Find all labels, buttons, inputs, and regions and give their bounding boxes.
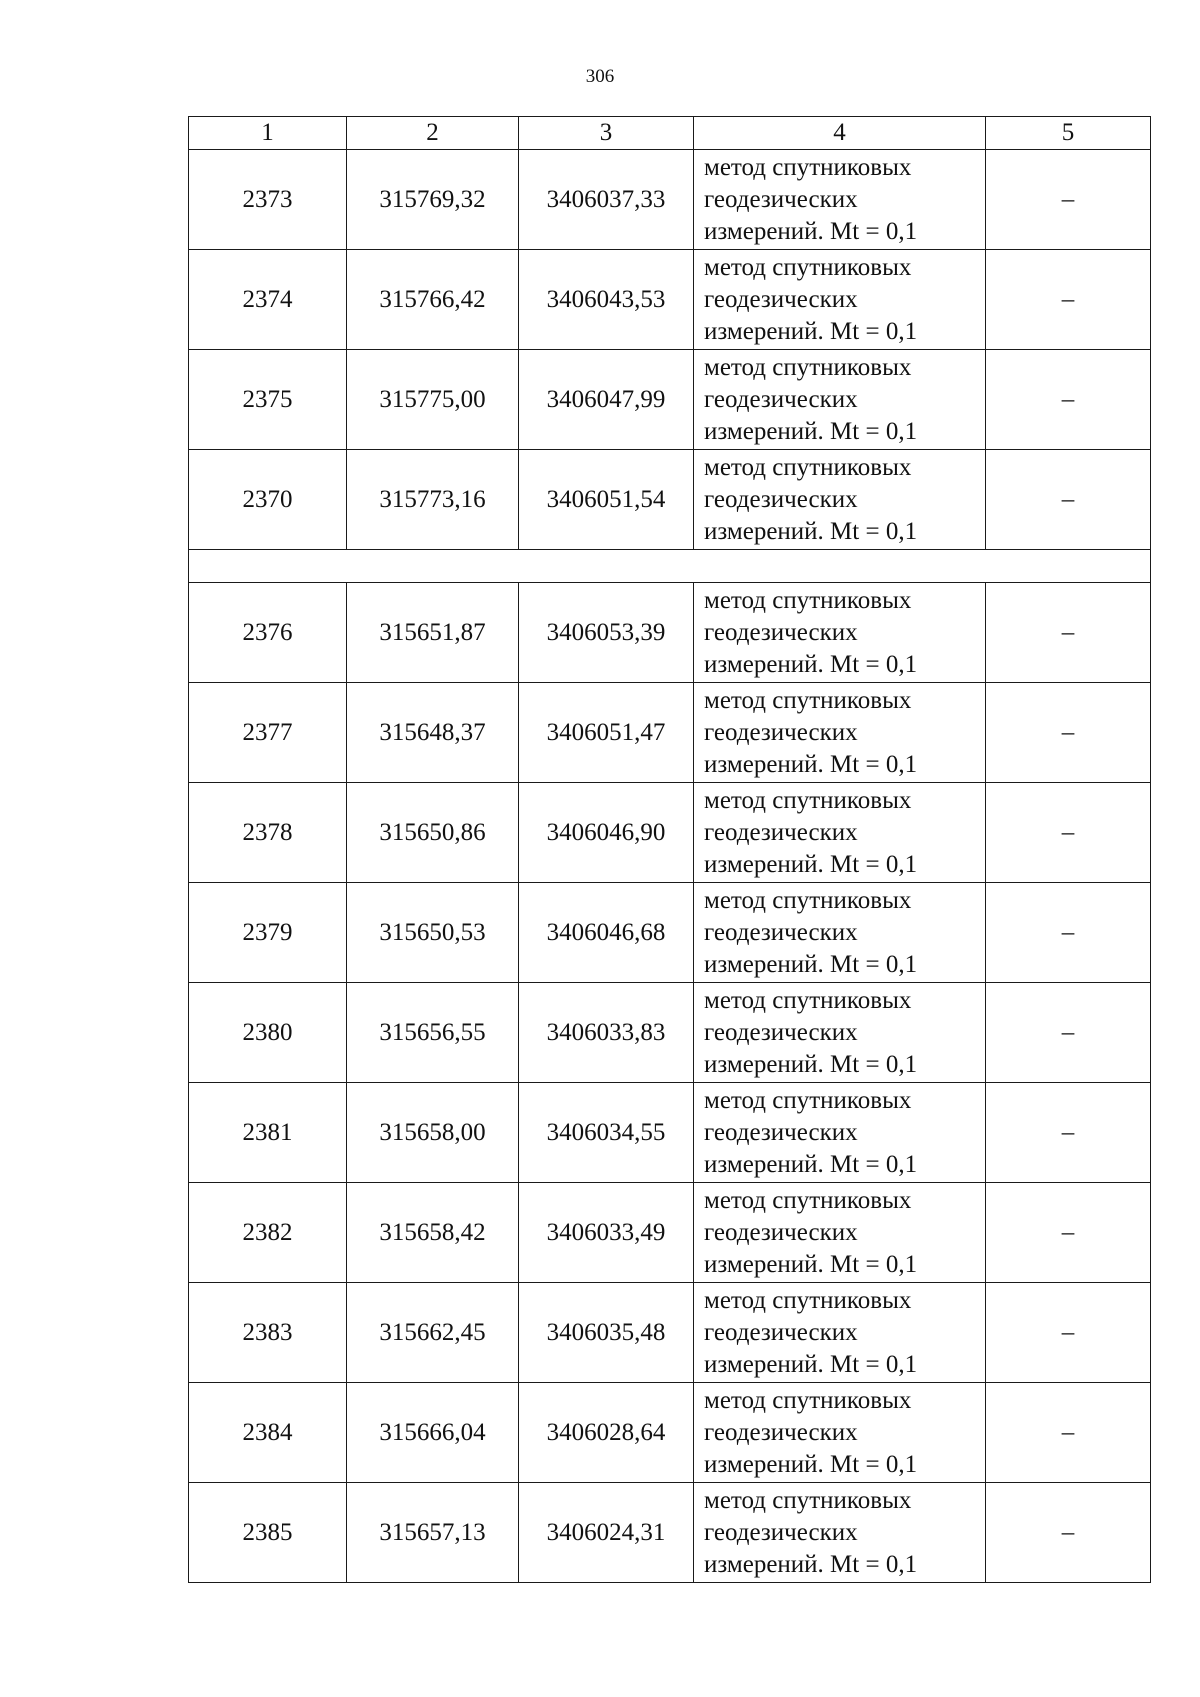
x-coordinate-cell: 315775,00 [347, 350, 519, 450]
method-line: метод спутниковых [704, 986, 912, 1014]
method-cell [694, 350, 986, 450]
method-line: метод спутниковых [704, 253, 912, 281]
x-coordinate-cell: 315650,86 [347, 783, 519, 883]
method-line: геодезических [704, 818, 858, 846]
table-row [189, 1483, 1151, 1583]
point-number-cell: 2382 [189, 1183, 347, 1283]
point-number-cell: 2379 [189, 883, 347, 983]
method-line: измерений. Mt = 0,1 [704, 217, 918, 245]
method-cell [694, 783, 986, 883]
method-cell [694, 450, 986, 550]
table-row [189, 1383, 1151, 1483]
table-row [189, 250, 1151, 350]
method-line: геодезических [704, 918, 858, 946]
table-row [189, 783, 1151, 883]
note-cell: – [986, 1483, 1151, 1583]
method-line: измерений. Mt = 0,1 [704, 650, 918, 678]
method-cell [694, 250, 986, 350]
method-line: измерений. Mt = 0,1 [704, 317, 918, 345]
method-cell [694, 883, 986, 983]
point-number-cell: 2380 [189, 983, 347, 1083]
column-header-2: 2 [347, 117, 519, 150]
method-line: метод спутниковых [704, 1186, 912, 1214]
method-cell [694, 1083, 986, 1183]
method-line: геодезических [704, 1318, 858, 1346]
point-number-cell: 2370 [189, 450, 347, 550]
method-line: измерений. Mt = 0,1 [704, 750, 918, 778]
point-number-cell: 2385 [189, 1483, 347, 1583]
y-coordinate-cell: 3406033,83 [519, 983, 694, 1083]
method-line: геодезических [704, 718, 858, 746]
x-coordinate-cell: 315662,45 [347, 1283, 519, 1383]
y-coordinate-cell: 3406028,64 [519, 1383, 694, 1483]
table-row [189, 983, 1151, 1083]
x-coordinate-cell: 315650,53 [347, 883, 519, 983]
method-line: геодезических [704, 1518, 858, 1546]
x-coordinate-cell: 315657,13 [347, 1483, 519, 1583]
method-cell [694, 983, 986, 1083]
note-cell: – [986, 350, 1151, 450]
point-number-cell: 2377 [189, 683, 347, 783]
method-line: измерений. Mt = 0,1 [704, 1150, 918, 1178]
point-number-cell: 2384 [189, 1383, 347, 1483]
method-line: измерений. Mt = 0,1 [704, 1450, 918, 1478]
method-line: метод спутниковых [704, 686, 912, 714]
header-row [189, 117, 1151, 150]
method-cell [694, 1283, 986, 1383]
method-line: геодезических [704, 385, 858, 413]
column-header-3: 3 [519, 117, 694, 150]
table-row [189, 150, 1151, 250]
method-line: геодезических [704, 285, 858, 313]
method-line: измерений. Mt = 0,1 [704, 1050, 918, 1078]
method-line: геодезических [704, 185, 858, 213]
method-line: геодезических [704, 618, 858, 646]
column-header-1: 1 [189, 117, 347, 150]
note-cell: – [986, 1183, 1151, 1283]
note-cell: – [986, 1083, 1151, 1183]
table-row [189, 883, 1151, 983]
x-coordinate-cell: 315666,04 [347, 1383, 519, 1483]
method-line: метод спутниковых [704, 886, 912, 914]
method-line: метод спутниковых [704, 1386, 912, 1414]
method-line: метод спутниковых [704, 1086, 912, 1114]
method-cell [694, 583, 986, 683]
table-row [189, 350, 1151, 450]
y-coordinate-cell: 3406035,48 [519, 1283, 694, 1383]
point-number-cell: 2378 [189, 783, 347, 883]
x-coordinate-cell: 315658,42 [347, 1183, 519, 1283]
note-cell: – [986, 983, 1151, 1083]
point-number-cell: 2383 [189, 1283, 347, 1383]
y-coordinate-cell: 3406051,54 [519, 450, 694, 550]
x-coordinate-cell: 315766,42 [347, 250, 519, 350]
method-line: метод спутниковых [704, 153, 912, 181]
page-number: 306 [585, 66, 615, 87]
x-coordinate-cell: 315769,32 [347, 150, 519, 250]
table-row [189, 583, 1151, 683]
method-line: геодезических [704, 1218, 858, 1246]
y-coordinate-cell: 3406046,68 [519, 883, 694, 983]
method-line: метод спутниковых [704, 353, 912, 381]
method-line: измерений. Mt = 0,1 [704, 850, 918, 878]
y-coordinate-cell: 3406051,47 [519, 683, 694, 783]
x-coordinate-cell: 315656,55 [347, 983, 519, 1083]
method-line: метод спутниковых [704, 786, 912, 814]
method-line: метод спутниковых [704, 453, 912, 481]
note-cell: – [986, 250, 1151, 350]
y-coordinate-cell: 3406033,49 [519, 1183, 694, 1283]
note-cell: – [986, 783, 1151, 883]
method-line: измерений. Mt = 0,1 [704, 1550, 918, 1578]
x-coordinate-cell: 315658,00 [347, 1083, 519, 1183]
point-number-cell: 2376 [189, 583, 347, 683]
note-cell: – [986, 883, 1151, 983]
table-row [189, 683, 1151, 783]
y-coordinate-cell: 3406034,55 [519, 1083, 694, 1183]
point-number-cell: 2373 [189, 150, 347, 250]
method-line: измерений. Mt = 0,1 [704, 1350, 918, 1378]
coordinates-table [188, 116, 1151, 1583]
note-cell: – [986, 683, 1151, 783]
separator-row [189, 550, 1151, 583]
point-number-cell: 2381 [189, 1083, 347, 1183]
separator-cell [189, 550, 1151, 583]
method-line: измерений. Mt = 0,1 [704, 1250, 918, 1278]
method-line: метод спутниковых [704, 1286, 912, 1314]
method-line: геодезических [704, 1118, 858, 1146]
method-line: измерений. Mt = 0,1 [704, 517, 918, 545]
method-cell [694, 683, 986, 783]
column-header-5: 5 [986, 117, 1151, 150]
method-cell [694, 1183, 986, 1283]
y-coordinate-cell: 3406024,31 [519, 1483, 694, 1583]
method-cell [694, 1383, 986, 1483]
point-number-cell: 2375 [189, 350, 347, 450]
x-coordinate-cell: 315773,16 [347, 450, 519, 550]
x-coordinate-cell: 315651,87 [347, 583, 519, 683]
method-line: геодезических [704, 1018, 858, 1046]
method-line: метод спутниковых [704, 1486, 912, 1514]
y-coordinate-cell: 3406047,99 [519, 350, 694, 450]
note-cell: – [986, 150, 1151, 250]
method-line: измерений. Mt = 0,1 [704, 950, 918, 978]
y-coordinate-cell: 3406053,39 [519, 583, 694, 683]
method-line: геодезических [704, 485, 858, 513]
note-cell: – [986, 1383, 1151, 1483]
method-cell [694, 150, 986, 250]
note-cell: – [986, 450, 1151, 550]
note-cell: – [986, 1283, 1151, 1383]
y-coordinate-cell: 3406046,90 [519, 783, 694, 883]
method-line: геодезических [704, 1418, 858, 1446]
table-row [189, 1283, 1151, 1383]
x-coordinate-cell: 315648,37 [347, 683, 519, 783]
method-cell [694, 1483, 986, 1583]
point-number-cell: 2374 [189, 250, 347, 350]
table-row [189, 1183, 1151, 1283]
method-line: метод спутниковых [704, 586, 912, 614]
column-header-4: 4 [694, 117, 986, 150]
y-coordinate-cell: 3406043,53 [519, 250, 694, 350]
table-row [189, 450, 1151, 550]
method-line: измерений. Mt = 0,1 [704, 417, 918, 445]
table-row [189, 1083, 1151, 1183]
y-coordinate-cell: 3406037,33 [519, 150, 694, 250]
note-cell: – [986, 583, 1151, 683]
